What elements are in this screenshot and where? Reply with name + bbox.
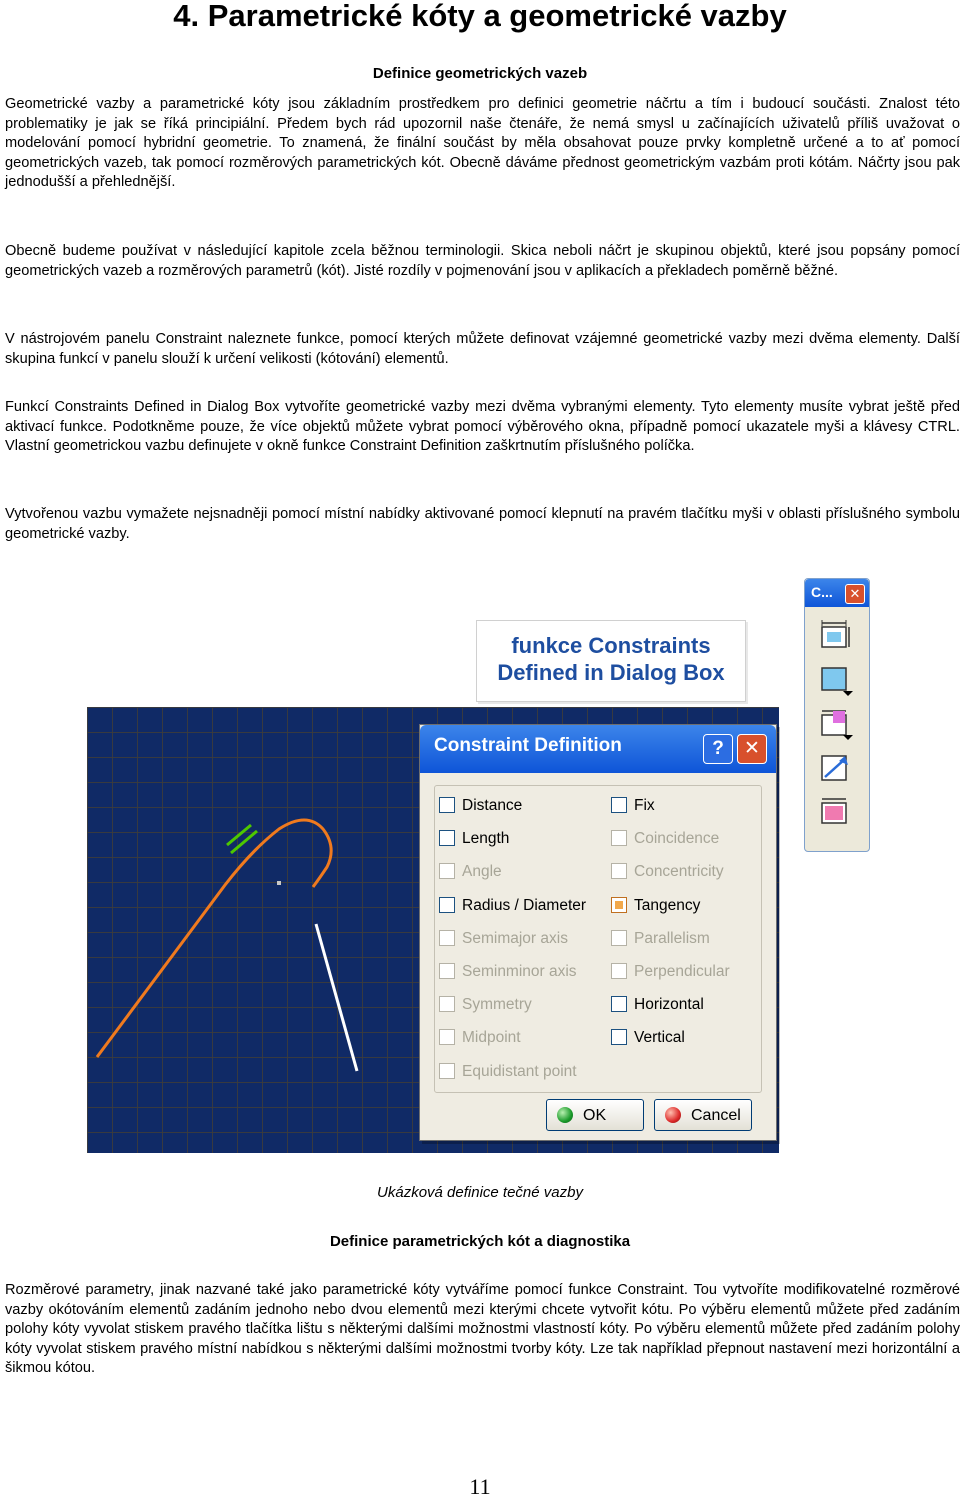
toolbar-title: C... xyxy=(811,584,833,600)
toolbar-close-button[interactable]: ✕ xyxy=(845,584,865,604)
checkbox xyxy=(439,1063,455,1079)
ok-button[interactable] xyxy=(546,1099,644,1131)
paragraph-dialog-box: Funkcí Constraints Defined in Dialog Box vytvoříte geometrické vazby mezi dvěma vybranými elementy. Tyto elementy musíte vybrat ještě před aktivací funkce. Podotkněme pouze, že více objektů můžete vybrat pomocí výběrového okna, případně pomocí ukazatele myši a klávesy CTRL. Vlastní geometrickou vazbu definujete v okně funkce Constraint Definition zaškrtnutím příslušného políčka. xyxy=(5,399,960,455)
close-button[interactable]: ✕ xyxy=(737,734,767,764)
constraint-option-label: Horizontal xyxy=(634,996,704,1014)
checkbox[interactable] xyxy=(439,830,455,846)
constraint-option[interactable] xyxy=(611,794,655,820)
constraint-toolbar xyxy=(804,578,870,852)
checkbox xyxy=(439,930,455,946)
constraint-option[interactable] xyxy=(439,827,509,853)
figure-constraint-definition xyxy=(87,572,873,1154)
constraint-option-label: Midpoint xyxy=(462,1029,521,1047)
checkbox xyxy=(439,1029,455,1045)
checkbox xyxy=(611,830,627,846)
constraint-option-label: Equidistant point xyxy=(462,1062,577,1080)
function-callout xyxy=(476,620,746,702)
paragraph-delete-constraint: Vytvořenou vazbu vymažete nejsnadněji pomocí místní nabídky aktivované pomocí klepnutí na pravém tlačítku myši v oblasti příslušného symbolu geometrické vazby. xyxy=(5,506,960,542)
constraint-option-label: Vertical xyxy=(634,1029,685,1047)
callout-line-2: Defined in Dialog Box xyxy=(497,660,725,685)
constraint-option xyxy=(439,1060,577,1086)
fix-together-icon[interactable] xyxy=(819,707,853,741)
paragraph-terminology: Obecně budeme používat v následující kapitole zcela běžnou terminologii. Skica neboli náčrt je skupinou objektů, které jsou popsány pomocí geometrických vazeb a rozměrových parametrů (kót). Jisté rozdíly v pojmenování jsou v aplikacích a překladech poměrně běžné. xyxy=(5,243,960,279)
constraint-option xyxy=(439,860,502,886)
checkbox[interactable] xyxy=(611,897,627,913)
checkbox xyxy=(611,863,627,879)
checkbox xyxy=(439,863,455,879)
constraint-definition-dialog xyxy=(419,724,777,1141)
checkbox xyxy=(439,996,455,1012)
center-point xyxy=(277,881,281,885)
constraint-option[interactable] xyxy=(611,993,704,1019)
tangency-symbol xyxy=(227,825,257,853)
constraint-option-label: Coincidence xyxy=(634,830,720,848)
ok-icon xyxy=(557,1107,573,1123)
checkbox[interactable] xyxy=(439,797,455,813)
constraint-option[interactable] xyxy=(611,1026,685,1052)
checkbox xyxy=(439,963,455,979)
page-title: 4. Parametrické kóty a geometrické vazby xyxy=(173,0,787,33)
constraint-option-label: Radius / Diameter xyxy=(462,896,587,914)
checkbox[interactable] xyxy=(611,797,627,813)
constraint-option xyxy=(439,960,577,986)
constraint-option xyxy=(611,927,710,953)
constraint-option[interactable] xyxy=(439,894,586,920)
cancel-icon xyxy=(665,1107,681,1123)
constraint-options-group xyxy=(434,785,762,1093)
dialog-title-bar[interactable] xyxy=(420,725,776,773)
page-number: 11 xyxy=(469,1474,491,1499)
constraint-option xyxy=(611,860,724,886)
checkbox[interactable] xyxy=(611,996,627,1012)
figure-caption: Ukázková definice tečné vazby xyxy=(377,1184,583,1201)
constraint-option-label: Seminminor axis xyxy=(462,963,577,980)
constraint-option-label: Angle xyxy=(462,863,502,881)
constraint-option[interactable] xyxy=(611,894,700,920)
constraint-option[interactable] xyxy=(439,794,522,820)
constraint-option xyxy=(439,993,532,1019)
constraint-option-label: Parallelism xyxy=(634,929,710,947)
cancel-button[interactable] xyxy=(654,1099,752,1131)
toolbar-title-bar[interactable] xyxy=(805,579,869,607)
constraint-option-label: Tangency xyxy=(634,896,701,914)
constraint-option xyxy=(611,827,719,853)
constraints-dialog-icon[interactable] xyxy=(819,619,853,653)
selected-white-line xyxy=(316,924,357,1071)
paragraph-toolbar: V nástrojovém panelu Constraint naleznete funkce, pomocí kterých můžete definovat vzájemné geometrické vazby mezi dvěma elementy. Další skupina funkcí v panelu slouží k určení velikosti (kótování) elementů. xyxy=(5,331,960,367)
constraint-option xyxy=(439,1026,521,1052)
constraint-option xyxy=(439,927,568,953)
checkbox xyxy=(611,963,627,979)
auto-constraint-icon[interactable] xyxy=(819,751,853,785)
animate-constraint-icon[interactable] xyxy=(819,795,853,829)
checkbox[interactable] xyxy=(439,897,455,913)
constraint-option-label: Perpendicular xyxy=(634,963,730,980)
paragraph-intro: Geometrické vazby a parametrické kóty jsou základním prostředkem pro definici geometrie náčrtu a tím i budoucí součásti. Znalost této problematiky je jak se říká principiální. Předem bych rád upozornil naše čtenáře, že nemá smysl u začínajících uživatelů příliš uvažovat o modelování pomocí hybridní geometrie. To znamená, že finální součást by měla obsahovat pouze prvky kompletně určené a to ať pomocí geometrických vazeb, tak pomocí rozměrových parametrických kót. Obecně dáváme přednost geometrickým vazbám proti kótám. Náčrty jsou pak jednodušší a přehlednější. xyxy=(5,96,960,191)
constraint-option-label: Length xyxy=(462,830,510,848)
constraint-option-label: Semimajor axis xyxy=(462,929,568,947)
callout-line-1: funkce Constraints xyxy=(511,633,711,658)
constraint-option-label: Concentricity xyxy=(634,863,724,881)
paragraph-dimensions: Rozměrové parametry, jinak nazvané také jako parametrické kóty vytváříme pomocí funkce Constraint. Tou vytvoříte modifikovatelné rozměrové vazby okótováním elementů zadáním jednoho nebo dvou elementů mezi kterými chcete vytvořit kótu. Po výběru elementů můžete před zadáním polohy kóty vyvolat stiskem pravého tlačítka lištu s některými dalšími možnostmi vlastností kóty. Po výběru elementů můžete před zadáním polohy kóty vyvolat stiskem pravého místní nabídkou s některými dalšími možnostmi tvorby kóty. Lze tak například přepnout nastavení mezi horizontální a šikmou kótou. xyxy=(5,1282,960,1377)
orange-curve xyxy=(97,820,331,1057)
dialog-title: Constraint Definition xyxy=(434,735,622,756)
ok-label: OK xyxy=(583,1107,607,1124)
checkbox xyxy=(611,930,627,946)
constraint-option-label: Symmetry xyxy=(462,996,532,1014)
cancel-label: Cancel xyxy=(691,1107,741,1124)
constraint-option-label: Fix xyxy=(634,797,655,814)
section-heading-geometric-constraints: Definice geometrických vazeb xyxy=(372,65,588,82)
checkbox[interactable] xyxy=(611,1029,627,1045)
contact-constraint-icon[interactable] xyxy=(819,663,853,697)
constraint-option-label: Distance xyxy=(462,797,523,814)
constraint-option xyxy=(611,960,730,986)
help-button[interactable]: ? xyxy=(703,734,733,764)
section-heading-parametric-dimensions: Definice parametrických kót a diagnostika xyxy=(329,1233,631,1250)
